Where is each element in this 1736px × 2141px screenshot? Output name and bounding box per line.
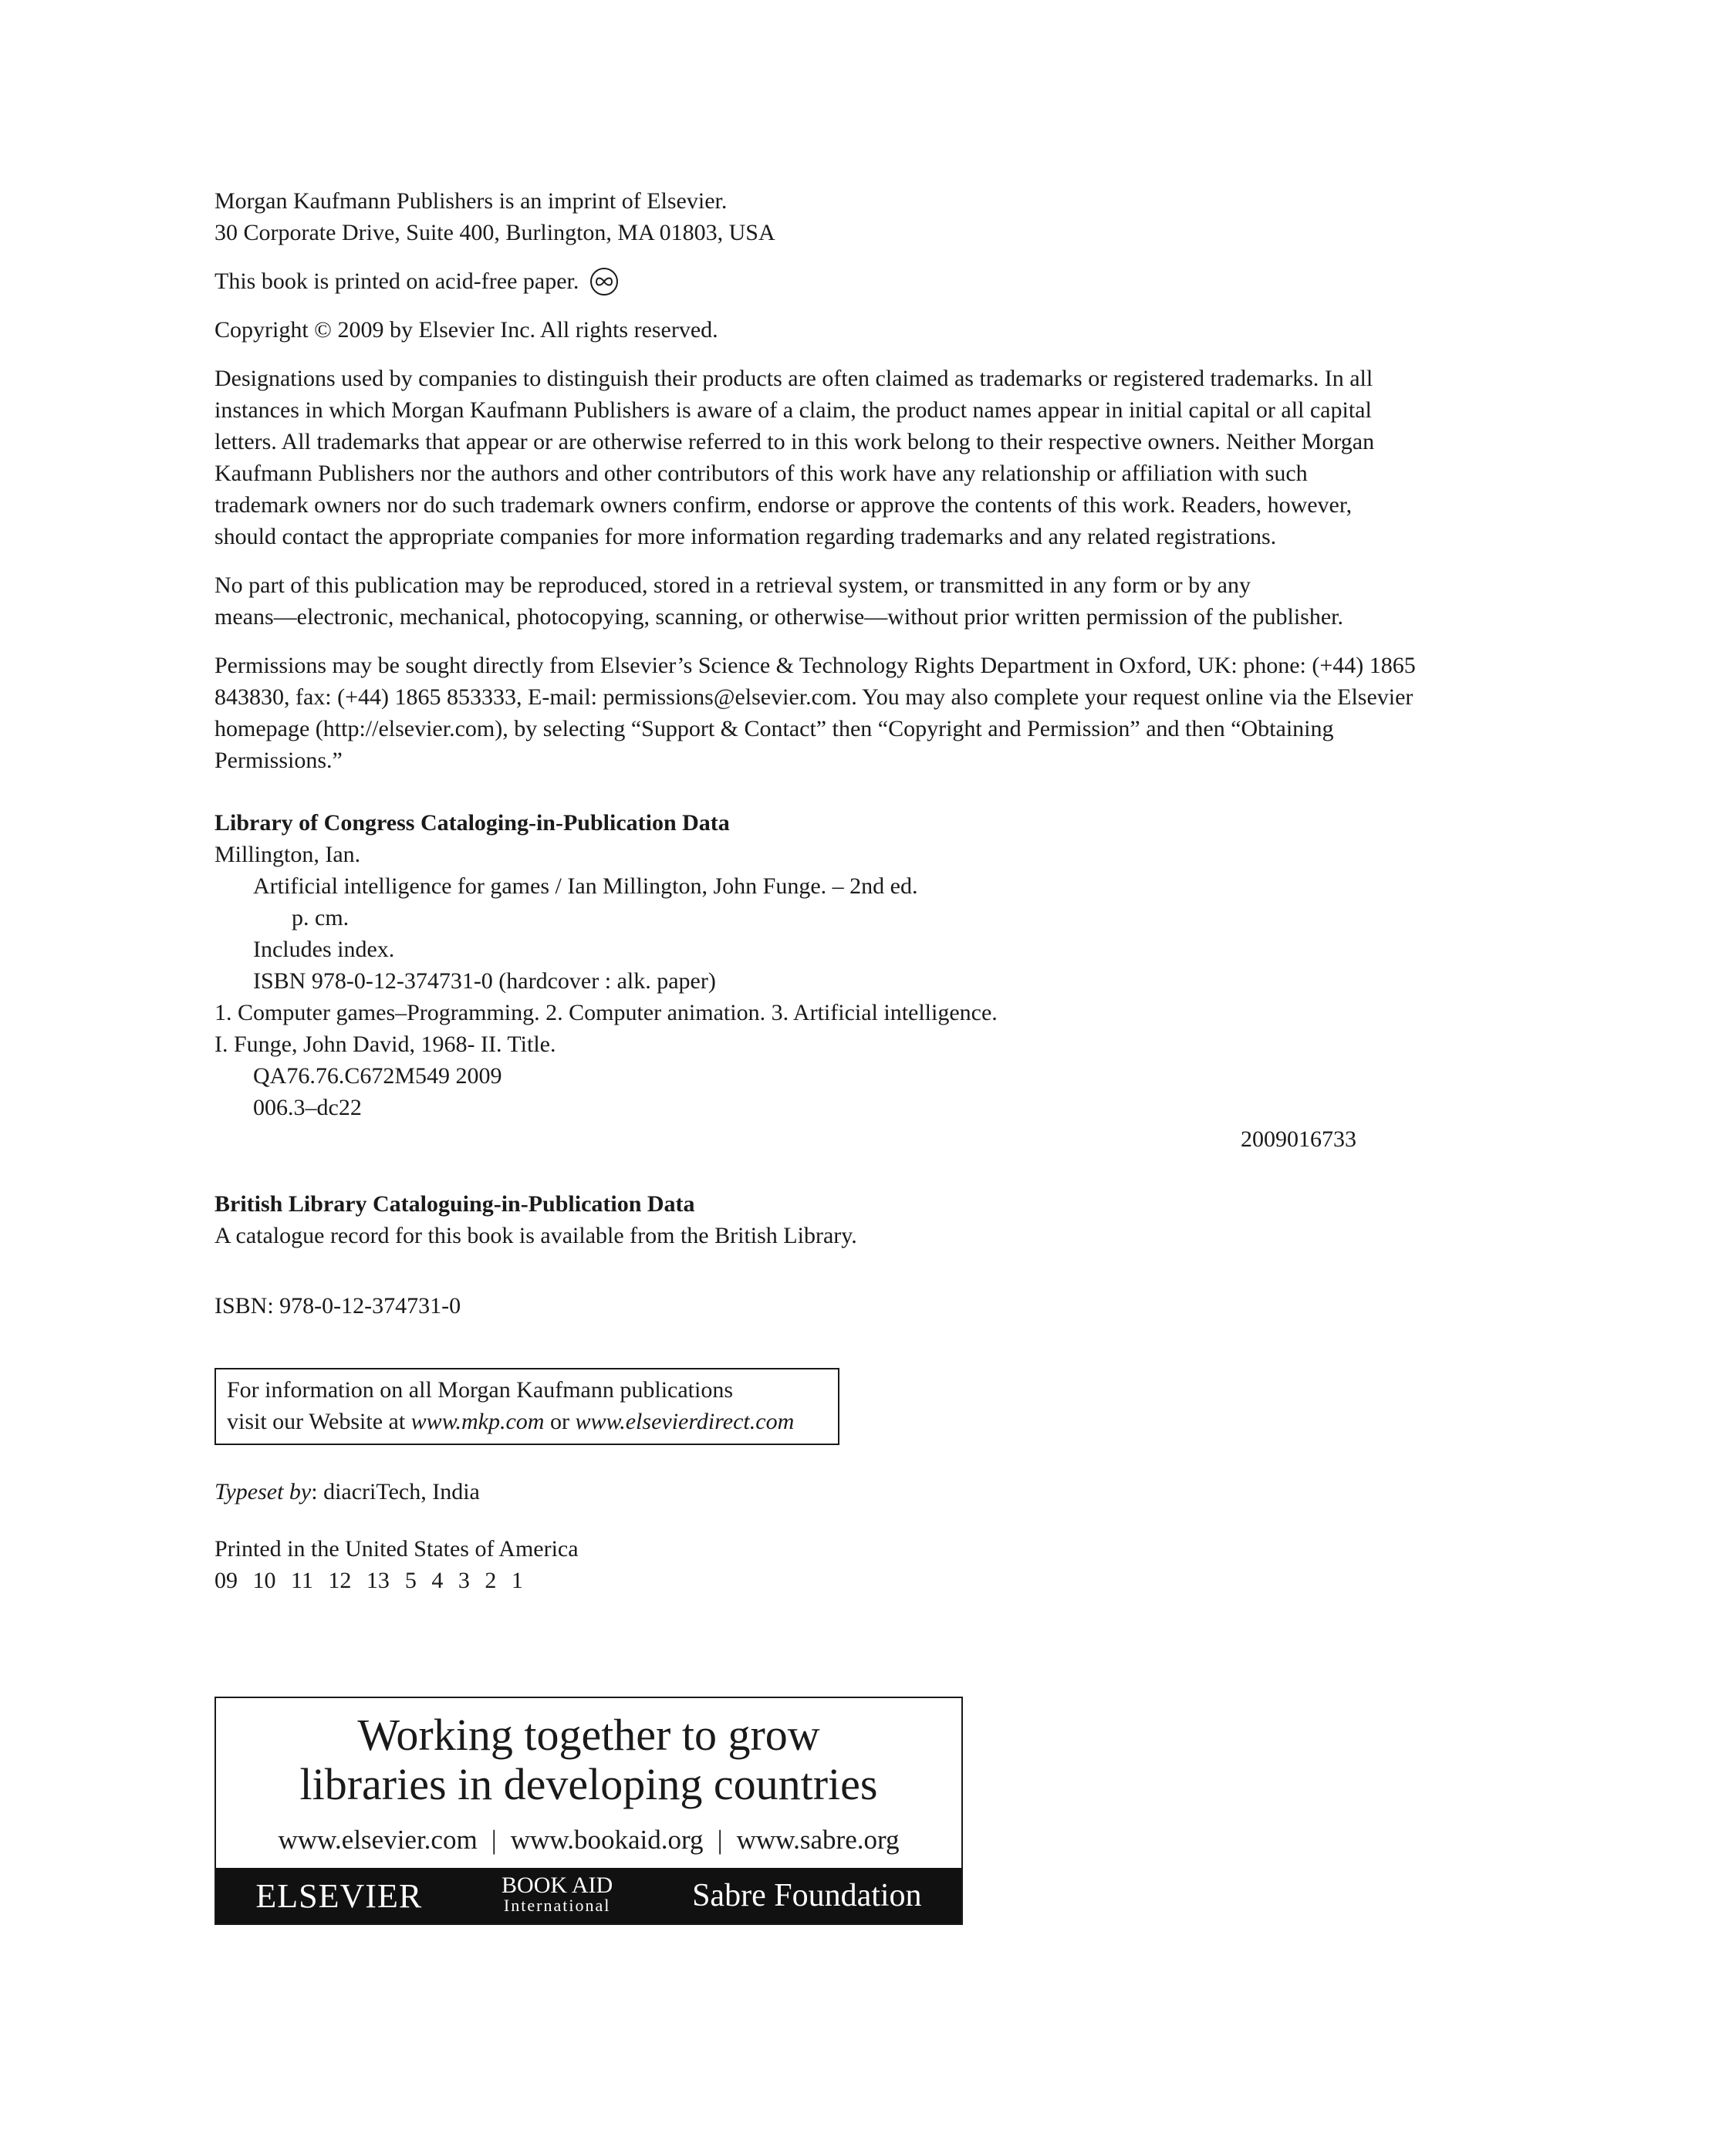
trademark-line: should contact the appropriate companies for more information regarding trademarks and any related registrations.: [214, 524, 1277, 549]
isbn-line: ISBN: 978-0-12-374731-0: [214, 1293, 461, 1319]
address-line: 30 Corporate Drive, Suite 400, Burlington, MA 01803, USA: [214, 220, 775, 245]
bookaid-logo: [502, 1873, 613, 1916]
copyright-notice: [214, 314, 1526, 346]
loc-subjects: 1. Computer games–Programming. 2. Computer animation. 3. Artificial intelligence.: [214, 1000, 998, 1025]
sabre-logo: Sabre Foundation: [692, 1877, 922, 1913]
permissions-paragraph: [214, 650, 1526, 776]
permissions-line: 843830, fax: (+44) 1865 853333, E-mail: permissions@elsevier.com. You may also complete your request online via the Elsevier: [214, 684, 1413, 710]
elsevier-logo: ELSEVIER: [255, 1876, 423, 1915]
reproduction-line: means—electronic, mechanical, photocopying, scanning, or otherwise—without prior written permission of the publisher.: [214, 604, 1343, 630]
printing-impressions: 5 4 3 2 1: [404, 1568, 523, 1593]
copyright-page: [214, 185, 1526, 1596]
logo-bar: [216, 1868, 961, 1923]
imprint-block: [214, 185, 1526, 248]
mkp-link[interactable]: www.mkp.com: [410, 1409, 545, 1434]
info-box: [214, 1368, 839, 1445]
loc-author: Millington, Ian.: [214, 842, 361, 867]
trademark-line: trademark owners nor do such trademark owners confirm, endorse or approve the contents of this work. Readers, however,: [214, 492, 1353, 518]
trademark-line: instances in which Morgan Kaufmann Publishers is aware of a claim, the product names appear in initial capital or all capital: [214, 397, 1372, 423]
info-prefix: visit our Website at: [227, 1409, 411, 1434]
reproduction-paragraph: [214, 569, 1526, 633]
loc-index: Includes index.: [253, 937, 395, 962]
bookaid-logo-top: BOOK AID: [502, 1873, 613, 1898]
permissions-line: Permissions.”: [214, 748, 343, 773]
paper-note-text: This book is printed on acid-free paper.: [214, 268, 579, 294]
printed-block: [214, 1533, 1526, 1596]
bookaid-link[interactable]: www.bookaid.org: [510, 1825, 704, 1855]
typeset-label: Typeset by: [214, 1479, 312, 1504]
loc-lccn: 2009016733: [1241, 1126, 1356, 1152]
loc-cip-block: [214, 807, 1526, 1155]
banner-links: [216, 1823, 961, 1857]
british-library-block: [214, 1188, 1526, 1251]
printing-years: 09 10 11 12 13: [214, 1568, 390, 1593]
info-website-line: [227, 1406, 827, 1437]
trademark-line: Designations used by companies to distinguish their products are often claimed as trademarks or registered trademarks. In all: [214, 366, 1373, 391]
elsevierdirect-link[interactable]: www.elsevierdirect.com: [575, 1409, 795, 1434]
link-separator: |: [491, 1825, 497, 1855]
bl-heading: British Library Cataloguing-in-Publication Data: [214, 1191, 695, 1217]
typeset-value: : diacriTech, India: [311, 1479, 480, 1504]
paper-note: [214, 265, 1526, 297]
trademark-line: letters. All trademarks that appear or are otherwise referred to in this work belong to their respective owners. Neither Morgan: [214, 429, 1375, 454]
book-aid-banner: [214, 1697, 963, 1925]
infinity-icon: [589, 267, 619, 296]
printing-numbers: [214, 1565, 1526, 1596]
banner-title: [216, 1710, 961, 1809]
loc-added-entries: I. Funge, John David, 1968- II. Title.: [214, 1032, 556, 1057]
trademark-paragraph: [214, 363, 1526, 552]
bookaid-logo-bottom: International: [503, 1896, 611, 1915]
loc-call-number: QA76.76.C672M549 2009: [253, 1063, 502, 1089]
imprint-line: Morgan Kaufmann Publishers is an imprint of Elsevier.: [214, 188, 728, 214]
sabre-link[interactable]: www.sabre.org: [736, 1825, 900, 1855]
elsevier-link[interactable]: www.elsevier.com: [278, 1825, 478, 1855]
loc-title: Artificial intelligence for games / Ian Millington, John Funge. – 2nd ed.: [253, 873, 918, 899]
banner-title-line: Working together to grow: [357, 1710, 820, 1760]
info-line: For information on all Morgan Kaufmann publications: [227, 1377, 734, 1403]
reproduction-line: No part of this publication may be reproduced, stored in a retrieval system, or transmitted in any form or by any: [214, 572, 1251, 598]
loc-heading: Library of Congress Cataloging-in-Publication Data: [214, 810, 730, 836]
printed-line: Printed in the United States of America: [214, 1536, 579, 1562]
banner-title-line: libraries in developing countries: [299, 1759, 878, 1809]
trademark-line: Kaufmann Publishers nor the authors and other contributors of this work have any relationship or affiliation with such: [214, 461, 1308, 486]
loc-dewey: 006.3–dc22: [253, 1095, 362, 1120]
loc-pcm: p. cm.: [292, 905, 350, 930]
permissions-line: Permissions may be sought directly from Elsevier’s Science & Technology Rights Department in Oxford, UK: phone: (+44) 1865: [214, 653, 1416, 678]
bl-text: A catalogue record for this book is available from the British Library.: [214, 1223, 857, 1248]
typeset-line: [214, 1476, 1526, 1508]
info-or: or: [544, 1409, 576, 1434]
permissions-line: homepage (http://elsevier.com), by selecting “Support & Contact” then “Copyright and Permission” and then “Obtaining: [214, 716, 1334, 741]
copyright-line: Copyright © 2009 by Elsevier Inc. All rights reserved.: [214, 317, 718, 343]
loc-isbn: ISBN 978-0-12-374731-0 (hardcover : alk. paper): [253, 968, 716, 994]
link-separator: |: [717, 1825, 723, 1855]
